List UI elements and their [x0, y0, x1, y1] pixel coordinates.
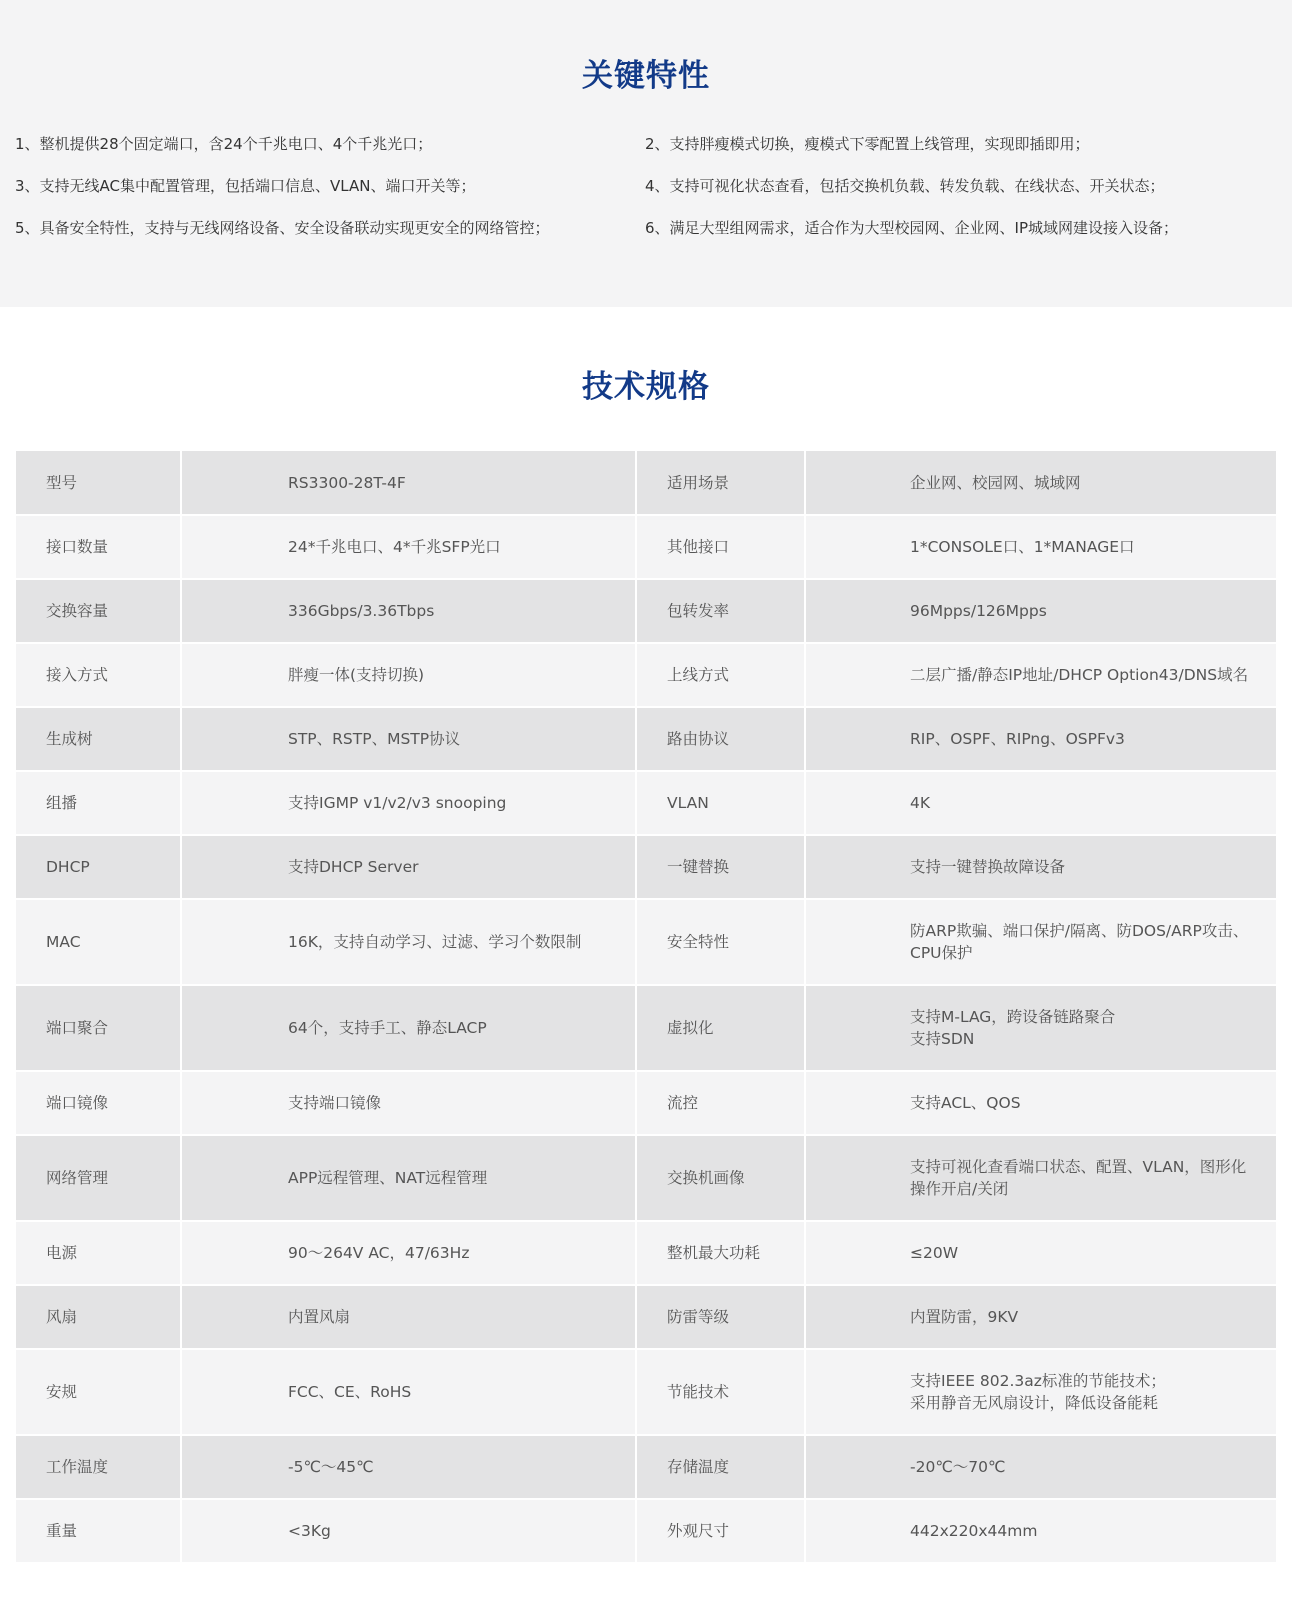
spec-value: [805, 1499, 1276, 1563]
spec-label: 外观尺寸: [636, 1499, 805, 1563]
spec-label: 组播: [16, 771, 181, 835]
spec-row: [16, 1349, 1276, 1435]
spec-value: 支持端口镜像: [181, 1071, 636, 1135]
spec-value: 胖瘦一体(支持切换): [181, 643, 636, 707]
spec-row: [16, 1499, 1276, 1563]
spec-value: 支持IGMP v1/v2/v3 snooping: [181, 771, 636, 835]
spec-label: 交换机画像: [636, 1135, 805, 1221]
key-features-section: [0, 0, 1292, 307]
spec-value: 64个，支持手工、静态LACP: [181, 985, 636, 1071]
feature-item: 1、整机提供28个固定端口，含24个千兆电口、4个千兆光口；: [15, 135, 433, 153]
spec-value-line: -20℃～70℃: [910, 1458, 1006, 1476]
spec-value-line: RIP、OSPF、RIPng、OSPFv3: [910, 730, 1125, 748]
spec-value-line: 1*CONSOLE口、1*MANAGE口: [910, 538, 1135, 556]
key-features-title: 关键特性: [582, 58, 710, 94]
spec-value-line: 内置防雷，9KV: [910, 1308, 1019, 1326]
spec-value: APP远程管理、NAT远程管理: [181, 1135, 636, 1221]
spec-value: [805, 1435, 1276, 1499]
spec-value-line: 企业网、校园网、城域网: [910, 473, 1081, 492]
spec-label: 上线方式: [636, 643, 805, 707]
spec-label: 整机最大功耗: [636, 1221, 805, 1285]
spec-value: 内置风扇: [181, 1285, 636, 1349]
spec-table-body: [16, 451, 1276, 1563]
spec-label: 防雷等级: [636, 1285, 805, 1349]
spec-value-line: 支持ACL、QOS: [910, 1094, 1021, 1112]
feature-item: 6、满足大型组网需求，适合作为大型校园网、企业网、IP城域网建设接入设备；: [645, 219, 1179, 237]
spec-row: [16, 771, 1276, 835]
spec-label: 网络管理: [16, 1135, 181, 1221]
tech-specs-section: [0, 307, 1292, 1564]
spec-label: 端口镜像: [16, 1071, 181, 1135]
spec-value: [805, 451, 1276, 515]
spec-value: [805, 1349, 1276, 1435]
spec-row: [16, 1285, 1276, 1349]
spec-value-line: 支持可视化查看端口状态、配置、VLAN，图形化: [910, 1158, 1247, 1176]
spec-row: [16, 1435, 1276, 1499]
spec-value: FCC、CE、RoHS: [181, 1349, 636, 1435]
spec-row: [16, 835, 1276, 899]
spec-label: 生成树: [16, 707, 181, 771]
spec-value: [805, 771, 1276, 835]
spec-value: 支持DHCP Server: [181, 835, 636, 899]
feature-item: 2、支持胖瘦模式切换，瘦模式下零配置上线管理，实现即插即用；: [645, 135, 1090, 153]
spec-label: 包转发率: [636, 579, 805, 643]
spec-value: [805, 515, 1276, 579]
spec-value: [805, 579, 1276, 643]
spec-value: [805, 707, 1276, 771]
spec-label: 交换容量: [16, 579, 181, 643]
spec-row: [16, 1221, 1276, 1285]
spec-row: [16, 451, 1276, 515]
spec-label: 端口聚合: [16, 985, 181, 1071]
spec-value-line: 二层广播/静态IP地址/DHCP Option43/DNS域名: [910, 666, 1249, 684]
spec-value: 16K，支持自动学习、过滤、学习个数限制: [181, 899, 636, 985]
spec-value: [805, 1135, 1276, 1221]
spec-value: [805, 985, 1276, 1071]
spec-table: [16, 451, 1276, 1564]
spec-value-line: 96Mpps/126Mpps: [910, 602, 1047, 620]
spec-row: [16, 985, 1276, 1071]
spec-row: [16, 1135, 1276, 1221]
spec-label: 工作温度: [16, 1435, 181, 1499]
spec-value-line: 支持M-LAG，跨设备链路聚合: [910, 1008, 1116, 1026]
spec-label: 存储温度: [636, 1435, 805, 1499]
spec-value: [805, 1221, 1276, 1285]
spec-label: 流控: [636, 1071, 805, 1135]
spec-value: 336Gbps/3.36Tbps: [181, 579, 636, 643]
spec-value-line: 支持一键替换故障设备: [910, 858, 1066, 876]
spec-value-line: CPU保护: [910, 944, 973, 962]
spec-label: 电源: [16, 1221, 181, 1285]
spec-row: [16, 899, 1276, 985]
spec-label: 路由协议: [636, 707, 805, 771]
spec-value-line: 4K: [910, 794, 931, 812]
spec-value: -5℃～45℃: [181, 1435, 636, 1499]
spec-label: 节能技术: [636, 1349, 805, 1435]
spec-value-line: 支持SDN: [910, 1030, 975, 1048]
spec-row: [16, 1071, 1276, 1135]
spec-value-line: 支持IEEE 802.3az标准的节能技术；: [910, 1372, 1166, 1390]
spec-label: DHCP: [16, 835, 181, 899]
spec-value: [805, 1071, 1276, 1135]
spec-value-line: 采用静音无风扇设计，降低设备能耗: [910, 1394, 1159, 1412]
spec-value: STP、RSTP、MSTP协议: [181, 707, 636, 771]
spec-label: 一键替换: [636, 835, 805, 899]
spec-value: 90～264V AC，47/63Hz: [181, 1221, 636, 1285]
spec-value-line: 442x220x44mm: [910, 1522, 1038, 1540]
feature-list: [0, 123, 1292, 249]
spec-value: [805, 1285, 1276, 1349]
spec-label: 型号: [16, 451, 181, 515]
spec-row: [16, 515, 1276, 579]
spec-label: VLAN: [636, 771, 805, 835]
spec-value-line: ≤20W: [910, 1244, 959, 1262]
spec-value: [805, 899, 1276, 985]
spec-value: RS3300-28T-4F: [181, 451, 636, 515]
spec-label: MAC: [16, 899, 181, 985]
feature-item: 4、支持可视化状态查看，包括交换机负载、转发负载、在线状态、开关状态；: [645, 177, 1165, 195]
spec-value: <3Kg: [181, 1499, 636, 1563]
spec-label: 重量: [16, 1499, 181, 1563]
spec-value-line: 操作开启/关闭: [910, 1180, 1009, 1198]
feature-item: 5、具备安全特性，支持与无线网络设备、安全设备联动实现更安全的网络管控；: [15, 219, 550, 237]
spec-label: 接入方式: [16, 643, 181, 707]
spec-value-line: 防ARP欺骗、端口保护/隔离、防DOS/ARP攻击、: [910, 922, 1249, 940]
feature-item: 3、支持无线AC集中配置管理，包括端口信息、VLAN、端口开关等；: [15, 177, 476, 195]
spec-label: 接口数量: [16, 515, 181, 579]
spec-label: 虚拟化: [636, 985, 805, 1071]
spec-value: [805, 643, 1276, 707]
spec-value: 24*千兆电口、4*千兆SFP光口: [181, 515, 636, 579]
spec-label: 安规: [16, 1349, 181, 1435]
spec-label: 适用场景: [636, 451, 805, 515]
spec-label: 安全特性: [636, 899, 805, 985]
tech-specs-title: 技术规格: [582, 369, 710, 405]
spec-row: [16, 579, 1276, 643]
spec-value: [805, 835, 1276, 899]
spec-label: 风扇: [16, 1285, 181, 1349]
spec-row: [16, 707, 1276, 771]
spec-row: [16, 643, 1276, 707]
spec-label: 其他接口: [636, 515, 805, 579]
